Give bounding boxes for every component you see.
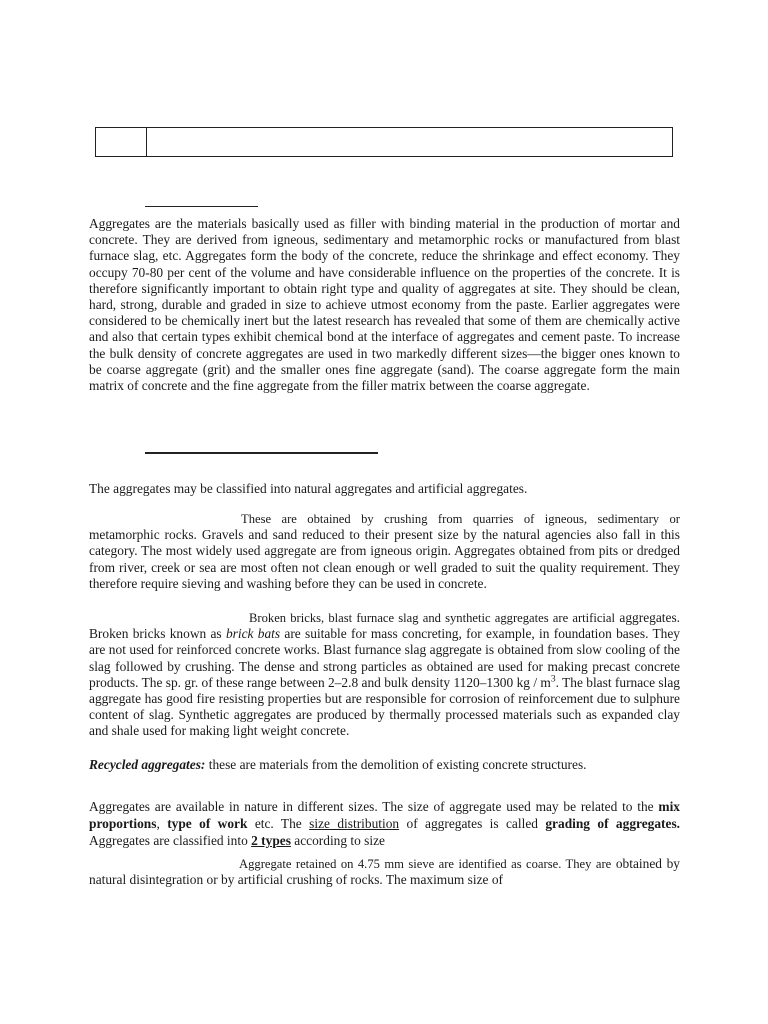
classification-paragraph: The aggregates may be classified into natural aggregates and artificial aggregates. (89, 481, 528, 496)
recycled-aggregates-paragraph (89, 757, 680, 773)
natural-aggregates-paragraph (89, 511, 680, 592)
size-t5: Aggregates are classified into (89, 833, 252, 849)
header-table-number-cell (96, 128, 147, 156)
recycled-label: Recycled aggregates: (89, 757, 206, 772)
cubic-superscript: 3 (550, 674, 556, 685)
size-t3: etc. The (247, 816, 310, 832)
header-table (95, 127, 673, 157)
coarse-first-line: Aggregate retained on 4.75 mm sieve are identified as coarse. They are (239, 857, 612, 871)
coarse-aggregate-paragraph (89, 856, 680, 888)
size-t2: , (156, 816, 168, 832)
heading-underline-classification (145, 452, 378, 454)
recycled-text: these are materials from the demolition of existing concrete structures. (205, 757, 587, 772)
mix-proportions-term: mix proportions (89, 799, 680, 832)
artificial-first-line: Broken bricks, blast furnace slag and synthetic aggregates are artificial (249, 611, 616, 625)
natural-first-line: These are obtained by crushing from quarries of igneous, sedimentary or (241, 512, 680, 526)
size-t4: of aggregates is called (399, 816, 546, 832)
artificial-aggregates-paragraph (89, 610, 680, 740)
size-t6: according to size (290, 833, 386, 849)
brick-bats-term: brick bats (225, 626, 281, 642)
artificial-part2: are suitable for mass concreting, for example, in foundation bases. They are not used for reinforced concrete works. Blast furnance slag aggregate is obtained from slow cooling of the slag followed by crushing. The dense and strong particles as obtained are used for making precast concrete products. The sp. gr. of these range between 2–2.8 and bulk density 1120–1300 kg / m (89, 626, 680, 690)
intro-paragraph: Aggregates are the materials basically used as filler with binding material in the production of mortar and concrete. They are derived from igneous, sedimentary and metamorphic rocks or manufactured from blast furnace slag, etc. Aggregates form the body of the concrete, reduce the shrinkage and effect economy. They occupy 70-80 per cent of the volume and have considerable influence on the properties of the concrete. It is therefore significantly important to obtain right type and quality of aggregates at site. They should be clean, hard, strong, durable and graded in size to achieve utmost economy from the paste. Earlier aggregates were considered to be chemically inert but the latest research has revealed that some of them are chemically active and also that certain types exhibit chemical bond at the interface of aggregates and cement paste. To increase the bulk density of concrete aggregates are used in two markedly different sizes—the bigger ones known to be coarse aggregate (grit) and the smaller ones fine aggregate (sand). The coarse aggregate form the main matrix of concrete and the fine aggregate from the filler matrix between the coarse aggregate. (89, 216, 680, 394)
artificial-part3: . The blast furnace slag aggregate has good fire resisting properties but are responsible for corrosion of reinforcement due to sulphure content of slag. Synthetic aggregates are produced by thermally processed materials such as expanded clay and shale used for making light weight concrete. (89, 674, 680, 739)
grading-term: grading of aggregates. (545, 816, 681, 832)
artificial-part1: aggregates. Broken bricks known as (89, 610, 680, 642)
two-types-term: 2 types (251, 833, 291, 849)
coarse-rest: obtained by natural disintegration or by artificial crushing of rocks. The maximum size of (89, 856, 680, 888)
natural-rest: metamorphic rocks. Gravels and sand reduced to their present size by the natural agencies also fall in this category. The most widely used aggregate are from igneous origin. Aggregates obtained from pits or dredged from river, creek or sea are most often not clean enough or well graded to suit the quality requirement. They therefore require sieving and washing before they can be used in concrete. (89, 527, 680, 591)
size-t1: Aggregates are available in nature in different sizes. The size of aggregate used may be related to the (89, 799, 659, 814)
size-paragraph (89, 798, 680, 850)
type-of-work-term: type of work (167, 816, 248, 832)
heading-underline-introduction (145, 206, 258, 207)
size-distribution-term: size distribution (309, 816, 400, 832)
